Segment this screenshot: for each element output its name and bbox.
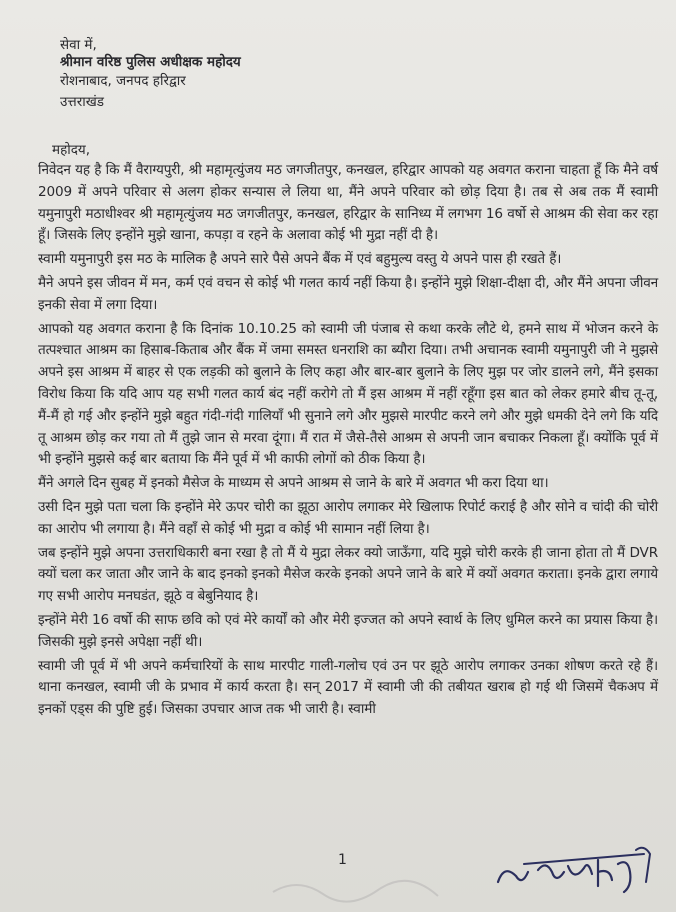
paragraph-2: स्वामी यमुनापुरी इस मठ के मालिक है अपने सारे पैसे अपने बैंक में एवं बहुमुल्य वस्तु ये अपने पास ही रखते हैं। bbox=[38, 251, 562, 268]
paragraph-9: स्वामी जी पूर्व में भी अपने कर्मचारियों के साथ मारपीट गाली-गलोच एवं उन पर झूठे आरोप लगाकर उनका शोषण करते रहे हैं। थाना कनखल, स्वामी जी के प्रभाव में कार्य करता है। सन् 2017 में स्वामी जी की तबीयत खराब हो गई थी जिसमें चैकअप में इनकों एड्स की पुष्टि हुई। जिसका उपचार आज तक भी जारी है। स्वामी bbox=[38, 657, 658, 718]
address-recipient: श्रीमान वरिष्ठ पुलिस अधीक्षक महोदय bbox=[60, 54, 241, 70]
page-number: 1 bbox=[338, 852, 347, 868]
paragraph-4: आपको यह अवगत कराना है कि दिनांक 10.10.25 को स्वामी जी पंजाब से कथा करके लौटे थे, हमने साथ में भोजन करने के तत्पश्चात आश्रम का हिसाब-किताब और बैंक में जमा समस्त धनराशि का ब्यौरा दिया। तभी अचानक स्वामी यमुनापुरी जी ने मुझसे अपने इस आश्रम में बाहर से एक लड़की को बुलाने के लिए कहा और बार-बार बुलाने के लिए मुझ पर जोर डालने लगे, मैंने इसका विरोध किया कि यदि आप यह सभी गलत कार्य बंद नहीं करोगे तो मैं इस आश्रम में नहीं रहूँगा इस बात को लेकर हमारे बीच तू-तू, मैं-मैं हो गई और इन्होंने मुझे बहुत गंदी-गंदी गालियाँ भी सुनाने लगे और मुझसे मारपीट करने लगे और मुझे धमकी देने लगे कि यदि तू आश्रम छोड़ कर गया तो मैं तुझे जान से मरवा दूंगा। मैं रात में जैसे-तैसे आश्रम से अपनी जान बचाकर निकला हूँ। क्योंकि पूर्व में भी इन्होंने मुझसे कई बार बताया कि मैंने पूर्व में भी काफी लोगों को ठीक किया है। bbox=[38, 320, 658, 468]
bleed-through-mark bbox=[268, 872, 448, 906]
paragraph-1: निवेदन यह है कि मैं वैराग्यपुरी, श्री महामृत्युंजय मठ जगजीतपुर, कनखल, हरिद्वार आपको यह अवगत कराना चाहता हूँ कि मैने वर्ष 2009 में अपने परिवार से अलग होकर सन्यास ले लिया था, मैंने अपने परिवार को छोड़ दिया है। तब से अब तक मैं स्वामी यमुनापुरी मठाधीश्वर श्री महामृत्युंजय मठ जगजीतपुर, कनखल, हरिद्वार के सानिध्य में लगभग 16 वर्षो से आश्रम की सेवा कर रहा हूँ। जिसके लिए इन्होंने मुझे खाना, कपड़ा व रहने के अलावा कोई भी मुद्रा नहीं दी है। bbox=[38, 162, 658, 244]
paragraph-7: जब इन्होंने मुझे अपना उत्तराधिकारी बना रखा है तो मैं ये मुद्रा लेकर क्यो जाऊँगा, यदि मुझे चोरी करके ही जाना होता तो मैं DVR क्यों चला कर जाता और जाने के बाद इनको इनको मैसेज करके इनको अपने जाने के बारे में क्यों अवगत कराता। इनके द्वारा लगाये गए सभी आरोप मनघडंत, झूठे व बेबुनियाद है। bbox=[38, 544, 658, 605]
salutation: महोदय, bbox=[52, 142, 91, 158]
paragraph-6: उसी दिन मुझे पता चला कि इन्होंने मेरे ऊपर चोरी का झूठा आरोप लगाकर मेरे खिलाफ रिपोर्ट कराई है और सोने व चांदी की चोरी का आरोप भी लगाया है। मैंने वहाँ से कोई भी मुद्रा व कोई भी सामान नहीं लिया है। bbox=[38, 498, 658, 537]
letter-body bbox=[38, 160, 658, 723]
address-place: रोशनाबाद, जनपद हरिद्वार bbox=[60, 73, 186, 89]
address-to: सेवा में, bbox=[60, 37, 97, 53]
address-state: उत्तराखंड bbox=[60, 94, 105, 110]
paragraph-8: इन्होंने मेरी 16 वर्षो की साफ छवि को एवं मेरे कार्यों को और मेरी इज्जत को अपने स्वार्थ के लिए धुमिल करने का प्रयास किया है। जिसकी मुझे इनसे अपेक्षा नहीं थी। bbox=[38, 611, 658, 650]
paragraph-5: मैंने अगले दिन सुबह में इनको मैसेज के माध्यम से अपने आश्रम से जाने के बारे में अवगत भी करा दिया था। bbox=[38, 475, 549, 492]
paragraph-3: मैने अपने इस जीवन में मन, कर्म एवं वचन से कोई भी गलत कार्य नहीं किया है। इन्होंने मुझे शिक्षा-दीक्षा दी, और मैंने अपना जीवन इनकी सेवा में लगा दिया। bbox=[38, 274, 658, 313]
handwritten-signature bbox=[494, 842, 664, 900]
